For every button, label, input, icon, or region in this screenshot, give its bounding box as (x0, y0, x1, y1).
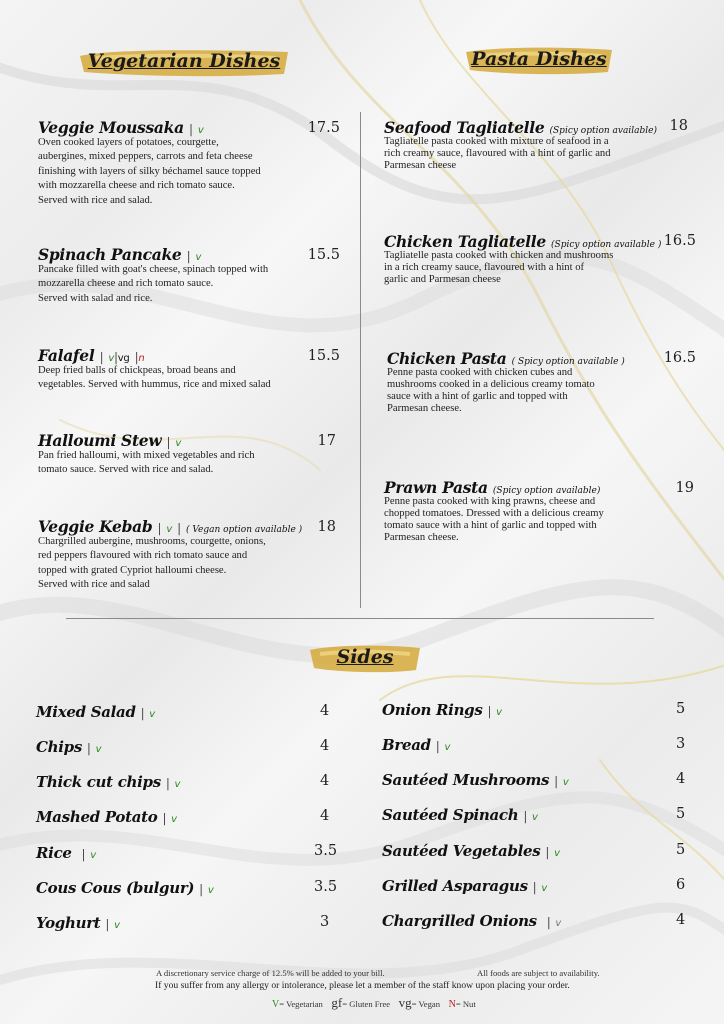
spicy-option-note: (Spicy option available) (549, 126, 657, 136)
item-name: Halloumi Stew (38, 431, 162, 450)
sides-heading (306, 642, 424, 676)
vegetarian-tag: v (496, 707, 502, 718)
item-price: 15.5 (307, 247, 340, 263)
side-price: 3 (676, 736, 686, 752)
side-item: Sautéed Vegetables | v (382, 842, 560, 860)
vegetarian-tag: v (444, 742, 451, 753)
item-name: Veggie Kebab (38, 517, 153, 536)
item-description: Oven cooked layers of potatoes, courgette, aubergines, mixed peppers, carrots and feta cheese finishing with layers of silky béchamel sauce topped with mozzarella cheese and rich tomato sauce. Served with rice and salad. (38, 137, 261, 206)
menu-item-spinach-pancake: Spinach Pancake | v Pancake filled with goat's cheese, spinach topped with mozzarella cheese and rich tomato sauce. Served with salad and rice. (38, 245, 308, 306)
service-charge-note: A discretionary service charge of 12.5% will be added to your bill. (156, 968, 385, 978)
nut-tag: n (138, 353, 145, 364)
item-price: 19 (675, 480, 694, 496)
item-description: Penne pasta cooked with king prawns, cheese and chopped tomatoes. Dressed with a delicious creamy tomato sauce with a hint of garlic and topped with Parmesan cheese. (384, 496, 604, 543)
vegetarian-tag: v (207, 885, 214, 896)
vegetarian-tag: v (90, 850, 96, 861)
vegetarian-tag: v (532, 812, 538, 823)
item-price: 16.5 (663, 350, 696, 366)
item-name: Falafel (38, 346, 95, 365)
pasta-dishes-heading (462, 44, 616, 78)
item-description: Pan fried halloumi, with mixed vegetables and rich tomato sauce. Served with rice and salad. (38, 450, 255, 476)
vegan-tag: vg (117, 353, 130, 364)
menu-item-veggie-moussaka: Veggie Moussaka | v Oven cooked layers of potatoes, courgette, aubergines, mixed peppers, carrots and feta cheese finishing with layers of silky béchamel sauce topped with mozzarella cheese and rich tomato sauce. Served with rice and salad. (38, 118, 308, 208)
item-description: Deep fried balls of chickpeas, broad beans and vegetables. Served with hummus, rice and mixed salad (38, 365, 271, 391)
section-divider (66, 618, 654, 619)
side-price: 3 (320, 914, 330, 930)
side-item: Rice | v (36, 844, 96, 862)
side-price: 6 (676, 877, 686, 893)
item-price: 17 (317, 433, 336, 449)
vegetarian-tag: v (108, 353, 115, 364)
menu-item-falafel: Falafel | v|vg |n Deep fried balls of chickpeas, broad beans and vegetables. Served with hummus, rice and mixed salad (38, 346, 308, 393)
side-item: Chips | v (36, 738, 102, 756)
item-name: Chicken Tagliatelle (384, 232, 546, 251)
side-item: Onion Rings | v (382, 701, 502, 719)
vegetarian-tag: v (197, 125, 204, 136)
item-name: Seafood Tagliatelle (384, 118, 545, 137)
side-price: 4 (320, 738, 330, 754)
menu-item-seafood-tagliatelle (384, 118, 657, 172)
menu-item-chicken-tagliatelle (384, 232, 662, 286)
menu-item-prawn-pasta (384, 478, 654, 544)
side-price: 3.5 (314, 879, 338, 895)
item-description: Penne pasta cooked with chicken cubes and mushrooms cooked in a delicious creamy tomato sauce with a hint of garlic and topped with Parmesan cheese. (387, 367, 595, 414)
vegetarian-tag: v (149, 709, 155, 720)
side-item: Thick cut chips | v (36, 773, 181, 791)
side-item: Mashed Potato | v (36, 808, 177, 826)
item-price: 18 (317, 519, 336, 535)
spicy-option-note: (Spicy option available) (492, 486, 601, 496)
pasta-dishes-title: Pasta Dishes (471, 48, 607, 70)
item-description: Tagliatelle pasta cooked with mixture of seafood in a rich creamy sauce, flavoured with a hint of garlic and Parmesan cheese (384, 136, 611, 171)
column-divider (360, 112, 361, 608)
item-name: Prawn Pasta (384, 478, 488, 497)
side-price: 4 (320, 703, 330, 719)
vegetarian-tag: v (562, 777, 569, 788)
vegetarian-tag: v (555, 918, 562, 929)
vegetarian-tag: v (171, 814, 177, 825)
item-price: 18 (669, 118, 688, 134)
side-price: 5 (676, 701, 686, 717)
menu-item-chicken-pasta (387, 349, 657, 415)
vegetarian-tag: v (166, 524, 172, 535)
item-description: Chargrilled aubergine, mushrooms, courgette, onions, red peppers flavoured with rich tomato sauce and topped with grated Cypriot halloumi cheese. Served with rice and salad (38, 536, 266, 591)
item-name: Chicken Pasta (387, 349, 507, 368)
side-item: Sautéed Mushrooms | v (382, 771, 569, 789)
vegan-option-note: ( Vegan option available ) (185, 525, 303, 535)
availability-note: All foods are subject to availability. (477, 968, 600, 978)
vegetarian-tag: v (554, 848, 560, 859)
vegetarian-dishes-title: Vegetarian Dishes (87, 50, 281, 72)
side-item: Yoghurt | v (36, 914, 120, 932)
side-price: 4 (320, 808, 330, 824)
item-price: 17.5 (307, 120, 340, 136)
side-item: Bread | v (382, 736, 451, 754)
spicy-option-note: (Spicy option available ) (551, 240, 662, 250)
item-name: Spinach Pancake (38, 245, 182, 264)
spicy-option-note: ( Spicy option available ) (511, 357, 625, 367)
item-price: 16.5 (663, 233, 696, 249)
vegetarian-tag: v (114, 920, 120, 931)
side-price: 5 (676, 842, 686, 858)
vegetarian-tag: v (175, 438, 182, 449)
menu-item-halloumi-stew: Halloumi Stew | v Pan fried halloumi, with mixed vegetables and rich tomato sauce. Served with rice and salad. (38, 431, 308, 478)
side-item: Mixed Salad | v (36, 703, 155, 721)
vegetarian-tag: v (195, 252, 202, 263)
item-description: Tagliatelle pasta cooked with chicken and mushrooms in a rich creamy sauce, flavoured with a hint of garlic and Parmesan cheese (384, 250, 614, 285)
vegetarian-tag: v (95, 744, 102, 755)
item-name: Veggie Moussaka (38, 118, 184, 137)
side-price: 4 (320, 773, 330, 789)
side-item: Cous Cous (bulgur) | v (36, 879, 214, 897)
item-description: Pancake filled with goat's cheese, spinach topped with mozzarella cheese and rich tomato sauce. Served with salad and rice. (38, 264, 269, 304)
side-item: Chargrilled Onions | v (382, 912, 562, 930)
diet-legend: V= Vegetarian gf= Gluten Free vg= Vegan N= Nut (272, 995, 476, 1010)
vegetarian-tag: v (174, 779, 181, 790)
vegetarian-dishes-heading (76, 46, 292, 80)
sides-title: Sides (336, 646, 394, 668)
side-price: 5 (676, 806, 686, 822)
menu-item-veggie-kebab: Veggie Kebab | v | ( Vegan option available ) Chargrilled aubergine, mushrooms, courgette, onions, red peppers flavoured with rich tomato sauce and topped with grated Cypriot halloumi cheese. Served with rice and salad (38, 517, 313, 593)
side-price: 3.5 (314, 843, 338, 859)
item-price: 15.5 (307, 348, 340, 364)
side-item: Grilled Asparagus | v (382, 877, 547, 895)
allergy-note: If you suffer from any allergy or intolerance, please let a member of the staff know upon placing your order. (155, 980, 570, 991)
side-price: 4 (676, 912, 686, 928)
side-item: Sautéed Spinach | v (382, 806, 538, 824)
vegetarian-tag: v (541, 883, 547, 894)
side-price: 4 (676, 771, 686, 787)
